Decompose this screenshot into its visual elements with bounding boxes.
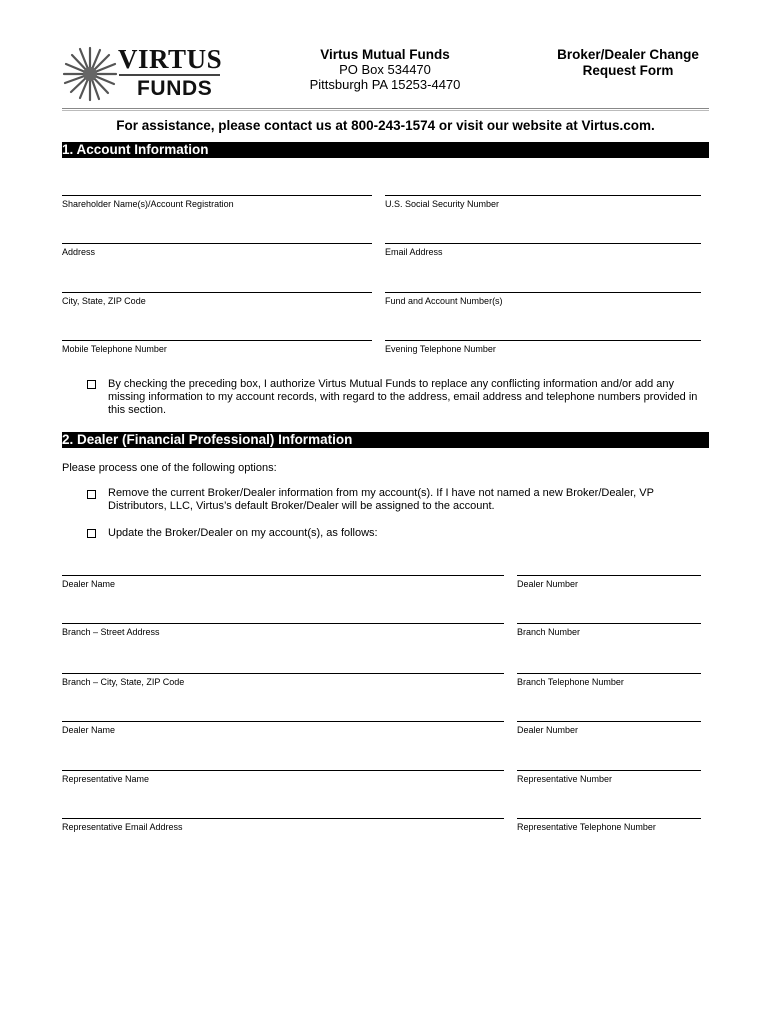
fund-account-field[interactable] [385, 292, 701, 306]
mobile-phone-field[interactable] [62, 340, 372, 354]
ssn-label: U.S. Social Security Number [385, 199, 500, 209]
branch-city-label: Branch – City, State, ZIP Code [62, 677, 185, 687]
shareholder-name-field[interactable] [62, 195, 372, 209]
address-label: Address [62, 247, 96, 257]
city-state-zip: Pittsburgh PA 15253-4470 [309, 77, 461, 92]
dealer-name-field-1[interactable] [62, 575, 504, 589]
po-box: PO Box 534470 [339, 62, 431, 77]
dealer-name-label-1: Dealer Name [62, 579, 116, 589]
mobile-phone-label: Mobile Telephone Number [62, 344, 167, 354]
branch-street-label: Branch – Street Address [62, 627, 160, 637]
branch-number-label: Branch Number [517, 627, 581, 637]
form-title-line2: Request Form [582, 63, 674, 78]
mailing-address [300, 47, 470, 92]
branch-street-field[interactable] [62, 623, 504, 637]
logo-divider [119, 74, 220, 76]
dealer-number-label-2: Dealer Number [517, 725, 579, 735]
remove-dealer-text: Remove the current Broker/Dealer information from my account(s). If I have not named a new Broker/Dealer, VP Distributors, LLC, Virtus’s default Broker/Dealer will be assigned to the account. [108, 487, 654, 512]
rep-name-field[interactable] [62, 770, 504, 784]
rep-phone-field[interactable] [517, 818, 701, 832]
authorize-text: By checking the preceding box, I authorize Virtus Mutual Funds to replace any conflicting information and/or add any missing information to my account records, with regard to the address, email address and telephone numbers provided in this section. [108, 378, 698, 416]
shareholder-name-label: Shareholder Name(s)/Account Registration [62, 199, 234, 209]
form-title [545, 47, 711, 79]
evening-phone-label: Evening Telephone Number [385, 344, 496, 354]
section-1-title: 1. Account Information [62, 142, 209, 157]
dealer-name-field-2[interactable] [62, 721, 504, 735]
branch-city-field[interactable] [62, 673, 504, 687]
dealer-number-field-1[interactable] [517, 575, 701, 589]
form-title-line1: Broker/Dealer Change [557, 47, 699, 62]
options-intro: Please process one of the following options: [62, 462, 277, 474]
rep-email-field[interactable] [62, 818, 504, 832]
rep-number-label: Representative Number [517, 774, 613, 784]
rep-email-label: Representative Email Address [62, 822, 183, 832]
dealer-number-field-2[interactable] [517, 721, 701, 735]
sunburst-icon [62, 46, 118, 102]
evening-phone-field[interactable] [385, 340, 701, 354]
header-divider-2 [62, 110, 709, 111]
section-1-header [62, 142, 709, 158]
update-dealer-checkbox[interactable] [87, 529, 96, 538]
branch-phone-field[interactable] [517, 673, 701, 687]
assistance-text: For assistance, please contact us at 800-243-1574 or visit our website at Virtus.com. [116, 118, 655, 133]
authorize-checkbox[interactable] [87, 380, 96, 389]
fund-account-label: Fund and Account Number(s) [385, 296, 503, 306]
address-field[interactable] [62, 243, 372, 257]
city-state-zip-label: City, State, ZIP Code [62, 296, 146, 306]
remove-dealer-checkbox[interactable] [87, 490, 96, 499]
section-2-title: 2. Dealer (Financial Professional) Information [62, 432, 353, 447]
rep-number-field[interactable] [517, 770, 701, 784]
dealer-name-label-2: Dealer Name [62, 725, 116, 735]
rep-name-label: Representative Name [62, 774, 150, 784]
logo-virtus-text: VIRTUS [118, 44, 223, 74]
email-field[interactable] [385, 243, 701, 257]
rep-phone-label: Representative Telephone Number [517, 822, 656, 832]
dealer-number-label-1: Dealer Number [517, 579, 579, 589]
logo-funds-text: FUNDS [137, 77, 213, 100]
city-state-zip-field[interactable] [62, 292, 372, 306]
branch-phone-label: Branch Telephone Number [517, 677, 624, 687]
ssn-field[interactable] [385, 195, 701, 209]
branch-number-field[interactable] [517, 623, 701, 637]
section-2-header [62, 432, 709, 448]
email-label: Email Address [385, 247, 443, 257]
virtus-funds-logo [62, 44, 232, 106]
header-divider [62, 108, 709, 109]
update-dealer-text: Update the Broker/Dealer on my account(s), as follows: [108, 527, 378, 539]
company-name: Virtus Mutual Funds [320, 47, 450, 62]
